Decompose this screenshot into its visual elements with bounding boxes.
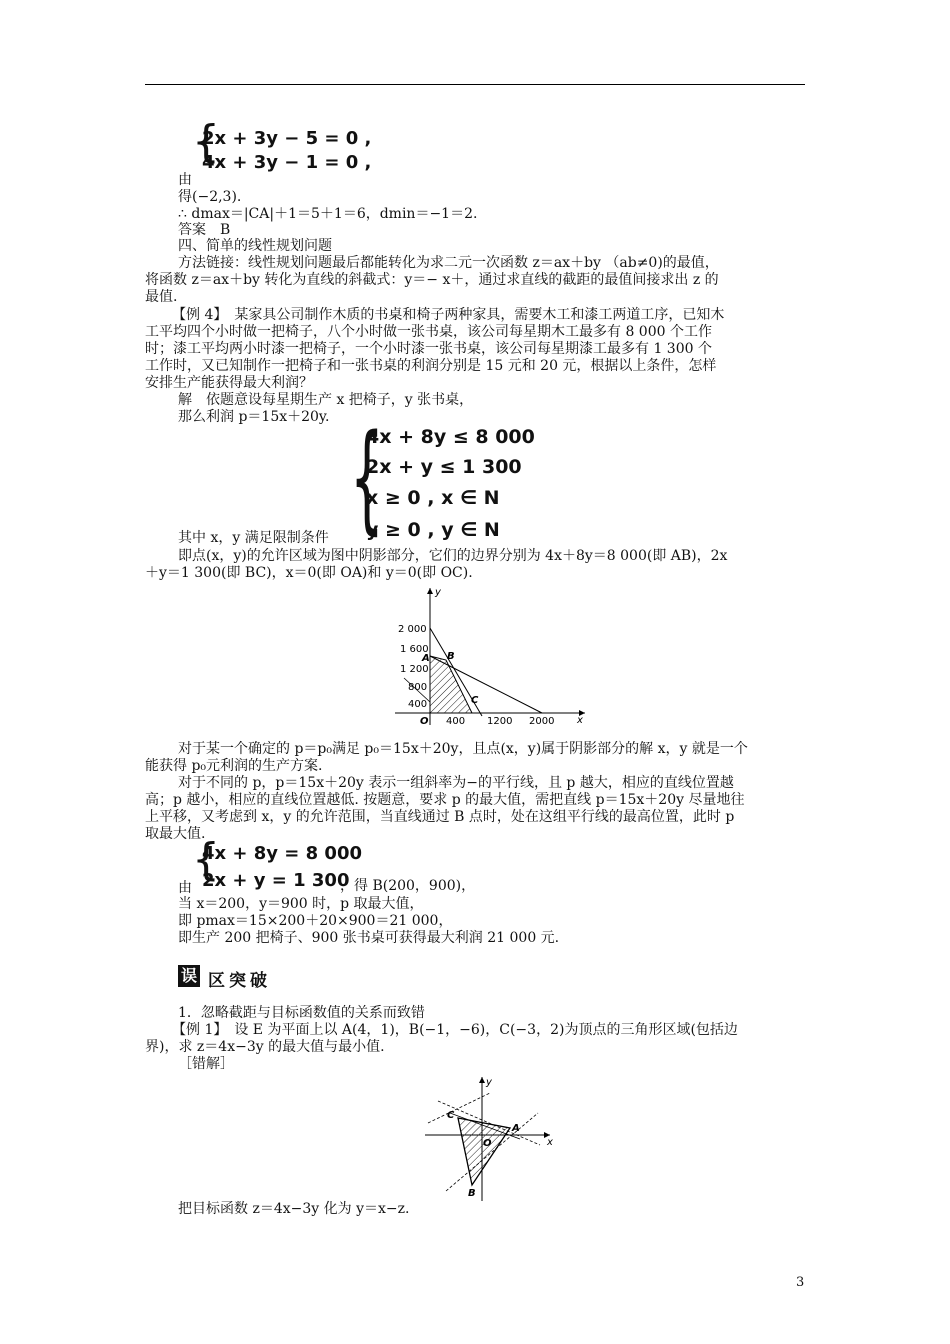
pitfall-title: 1．忽略截距与目标函数值的关系而致错 bbox=[178, 1005, 425, 1021]
brace-constraints: { bbox=[350, 408, 384, 546]
pitfall-final-line: 把目标函数 z＝4x−3y 化为 y＝x−z. bbox=[178, 1201, 410, 1217]
method-line-2: 将函数 z＝ax＋by 转化为直线的斜截式：y＝− x＋，通过求直线的截距的最值间接求出 z 的 bbox=[145, 272, 719, 288]
page-number: 3 bbox=[796, 1275, 805, 1290]
constraint-2: 2x + y ≤ 1 300 bbox=[366, 456, 522, 478]
y-tick-400: 400 bbox=[408, 699, 428, 710]
brace-3: { bbox=[192, 834, 220, 885]
point-c: C bbox=[471, 695, 479, 706]
analysis-line-6: 取最大值. bbox=[145, 826, 206, 842]
y-tick-1600: 1 600 bbox=[400, 644, 429, 655]
example4-line-1: 【例 4】 某家具公司制作木质的书桌和椅子两种家具，需要木工和漆工两道工序，已知木 bbox=[172, 307, 725, 323]
point-b: B bbox=[447, 651, 455, 662]
x-tick-1200: 1200 bbox=[487, 716, 513, 727]
point-a: A bbox=[422, 653, 430, 664]
text-dist: ∴ dmax＝|CA|＋1＝5＋1＝6，dmin＝−1＝2. bbox=[178, 206, 478, 222]
header-rule bbox=[145, 84, 805, 85]
analysis-line-2: 能获得 p₀元利润的生产方案. bbox=[145, 758, 323, 774]
axis-label-y: y bbox=[486, 1077, 492, 1088]
final-line-3: 即 pmax＝15×200＋20×900＝21 000， bbox=[178, 913, 453, 929]
equation-1: 2x + 3y − 5 = 0 , bbox=[202, 128, 372, 149]
analysis-line-5: 上平移，又考虑到 x，y 的允许范围，当直线通过 B 点时，处在这组平行线的最高位置，此时 p bbox=[145, 809, 735, 825]
x-tick-2000: 2000 bbox=[529, 716, 555, 727]
text-answer: 答案 B bbox=[178, 222, 231, 238]
y-tick-800: 800 bbox=[408, 682, 428, 693]
text-result: 得(−2,3). bbox=[178, 189, 242, 205]
text-you: 由 bbox=[178, 172, 192, 188]
example4-line-5: 安排生产能获得最大利润？ bbox=[145, 375, 313, 391]
final-result: ，得 B(200，900)， bbox=[340, 878, 476, 894]
equation-2: 4x + 3y − 1 = 0 , bbox=[202, 152, 372, 173]
example4-line-2: 工平均四个小时做一把椅子，八个小时做一张书桌，该公司每星期木工最多有 8 000 个工作 bbox=[145, 324, 712, 340]
axis-label-y: y bbox=[435, 587, 441, 598]
section-icon-box: 误 bbox=[178, 965, 200, 987]
final-line-4: 即生产 200 把椅子、900 张书桌可获得最大利润 21 000 元. bbox=[178, 930, 560, 946]
pitfall-example-line-1: 【例 1】 设 E 为平面上以 A(4，1)，B(−1，−6)，C(−3，2)为顶点的三角形区域(包括边 bbox=[172, 1022, 738, 1038]
feasible-region-graph bbox=[390, 583, 600, 728]
analysis-line-1: 对于某一个确定的 p＝p₀满足 p₀＝15x＋20y，且点(x，y)属于阴影部分的解 x，y 就是一个 bbox=[178, 741, 748, 757]
constraint-4: y ≥ 0 , y ∈ N bbox=[366, 519, 500, 541]
example4-line-3: 时；漆工平均两小时漆一把椅子，一个小时漆一张书桌，该公司每星期漆工最多有 1 300 个 bbox=[145, 341, 712, 357]
axis-label-x: x bbox=[547, 1137, 553, 1148]
axis-label-x: x bbox=[577, 715, 583, 726]
analysis-line-4: 高；p 越小，相应的直线位置越低. 按题意，要求 p 的最大值，需把直线 p＝15x＋20y 尽量地往 bbox=[145, 792, 745, 808]
system3-eq2: 2x + y = 1 300 bbox=[202, 870, 350, 891]
solution-line-1: 解 依题意设每星期生产 x 把椅子，y 张书桌， bbox=[178, 392, 474, 408]
triangle-graph bbox=[420, 1073, 565, 1203]
analysis-line-3: 对于不同的 p，p＝15x＋20y 表示一组斜率为−的平行线，且 p 越大，相应的直线位置越 bbox=[178, 775, 734, 791]
constraint-1: 4x + 8y ≤ 8 000 bbox=[366, 426, 535, 448]
final-you: 由 bbox=[178, 880, 192, 896]
constraint-3: x ≥ 0 , x ∈ N bbox=[366, 487, 500, 509]
solution-line-2: 那么利润 p＝15x＋20y. bbox=[178, 409, 330, 425]
point-b: B bbox=[468, 1188, 476, 1199]
method-line-1: 方法链接：线性规划问题最后都能转化为求二元一次函数 z＝ax＋by （ab≠0)的最值， bbox=[178, 255, 719, 271]
pitfall-example-line-2: 界)，求 z＝4x−3y 的最大值与最小值. bbox=[145, 1039, 385, 1055]
point-o: O bbox=[483, 1138, 492, 1149]
y-tick-1200: 1 200 bbox=[400, 664, 429, 675]
system3-eq1: 4x + 8y = 8 000 bbox=[202, 843, 362, 864]
wrong-solution-label: ［错解］ bbox=[178, 1056, 234, 1072]
triangle-region bbox=[458, 1118, 510, 1185]
point-o: O bbox=[420, 716, 429, 727]
section-title: 区突破 bbox=[208, 971, 271, 991]
x-tick-400: 400 bbox=[446, 716, 466, 727]
region-line-1: 即点(x，y)的允许区域为图中阴影部分，它们的边界分别为 4x＋8y＝8 000(即 AB)，2x bbox=[178, 548, 728, 564]
shaded-region bbox=[430, 656, 472, 713]
point-c: C bbox=[447, 1110, 455, 1121]
brace-1: { bbox=[192, 116, 220, 167]
final-line-2: 当 x＝200，y＝900 时，p 取最大值， bbox=[178, 896, 424, 912]
region-line-2: ＋y＝1 300(即 BC)，x＝0(即 OA)和 y＝0(即 OC). bbox=[145, 565, 473, 581]
point-a: A bbox=[512, 1123, 520, 1134]
condition-text: 其中 x，y 满足限制条件 bbox=[178, 530, 329, 546]
heading-4: 四、简单的线性规划问题 bbox=[178, 238, 332, 254]
y-tick-2000: 2 000 bbox=[398, 624, 427, 635]
method-line-3: 最值. bbox=[145, 289, 178, 305]
example4-line-4: 工作时，又已知制作一把椅子和一张书桌的利润分别是 15 元和 20 元，根据以上条件，怎样 bbox=[145, 358, 717, 374]
